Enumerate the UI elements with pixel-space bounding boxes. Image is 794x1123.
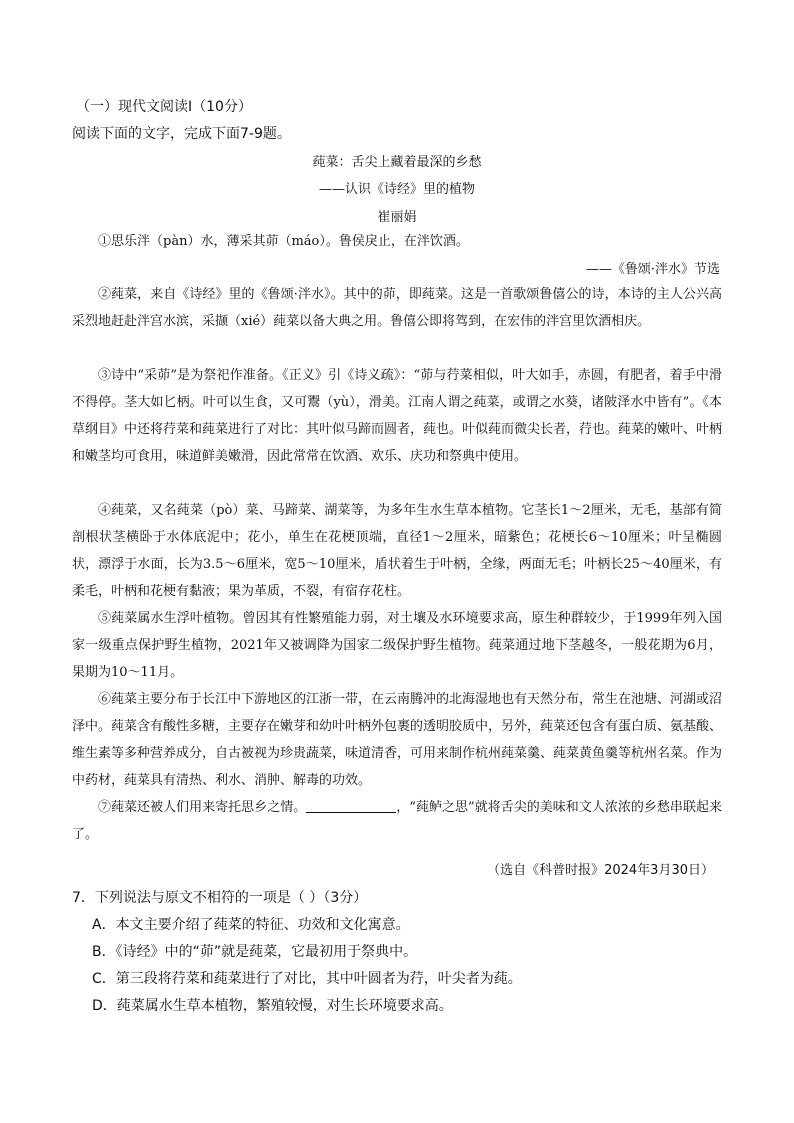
option-d[interactable]: D．莼菜属水生草本植物，繁殖较慢，对生长环境要求高。 xyxy=(92,998,453,1014)
paragraph-2: ②莼菜，来自《诗经》里的《鲁颂·泮水》。其中的茆，即莼菜。这是一首歌颂鲁僖公的诗，本诗的主人公兴高采烈地赶赴泮宫水滨，采撷（xié）莼菜以备大典之用。鲁僖公即将驾到，在宏伟的泮宫里饮酒相庆。 xyxy=(72,287,722,329)
option-a[interactable]: A．本文主要介绍了莼菜的特征、功效和文化寓意。 xyxy=(92,917,410,933)
paragraph-4: ④莼菜，又名莼菜（pò）菜、马蹄菜、湖菜等，为多年生水生草本植物。它茎长1～2厘米，无毛，基部有简剖根状茎横卧于水体底泥中；花小，单生在花梗顶端，直径1～2厘米，暗紫色；花梗长6～10厘米；叶呈椭圆状，漂浮于水面，长为3.5～6厘米，宽5～10厘米，盾状着生于叶柄，全缘，两面无毛；叶柄长25～40厘米，有柔毛，叶柄和花梗有黏液；果为革质，不裂，有宿存花柱。 xyxy=(72,503,722,599)
paragraph-3: ③诗中“采茆”是为祭祀作准备。《正义》引《诗义疏》：“茆与荇菜相似，叶大如手，赤圆，有肥者，着手中滑不得停。茎大如匕柄。叶可以生食，又可鬻（yù），滑美。江南人谓之莼菜，或谓之水葵，诸陂泽水中皆有”。《本草纲目》中还将荇菜和莼菜进行了对比：其叶似马蹄而圆者，莼也。叶似莼而微尖长者，荇也。莼菜的嫩叶、叶柄和嫩茎均可食用，味道鲜美嫩滑，因此常常在饮酒、欢乐、庆功和祭典中使用。 xyxy=(72,368,723,464)
question-7-stem: 7．下列说法与原文不相符的一项是（ ）（3分） xyxy=(72,890,368,906)
article-title: 莼菜：舌尖上藏着最深的乡愁 xyxy=(312,155,482,170)
article-subtitle: ——认识《诗经》里的植物 xyxy=(318,182,475,197)
paragraph-1: ①思乐泮（pàn）水，薄采其茆（máo）。鲁侯戾止，在泮饮酒。 xyxy=(98,234,469,249)
option-b[interactable]: B．《诗经》中的“茆”就是莼菜，它最初用于祭典中。 xyxy=(92,944,418,960)
paragraph-6: ⑥莼菜主要分布于长江中下游地区的江浙一带，在云南腾冲的北海湿地也有天然分布，常生在池塘、河湖或沼泽中。莼菜含有酸性多糖，主要存在嫩芽和幼叶叶柄外包裹的透明胶质中，另外，莼菜还包含有蛋白质、氨基酸、维生素等多种营养成分，自古被视为珍贵蔬菜，味道清香，可用来制作杭州莼菜羹、莼菜黄鱼羹等杭州名菜。作为中药材，莼菜具有清热、利水、消肿、解毒的功效。 xyxy=(72,692,723,788)
citation: （选自《科普时报》2024年3月30日） xyxy=(487,863,714,878)
poem-source: ——《鲁颂·泮水》节选 xyxy=(585,262,720,277)
fill-blank[interactable] xyxy=(306,798,396,813)
article-author: 崔丽娟 xyxy=(377,210,417,225)
option-c[interactable]: C．第三段将荇菜和莼菜进行了对比，其中叶圆者为荇，叶尖者为莼。 xyxy=(92,971,522,987)
paragraph-7-tail: ，“莼鲈之思”就将舌尖的美味和文人浓浓的乡愁串联起来了。 xyxy=(72,800,722,842)
paragraph-5: ⑤莼菜属水生浮叶植物。曾因其有性繁殖能力弱，对土壤及水环境要求高，原生种群较少，于1999年列入国家一级重点保护野生植物，2021年又被调降为国家二级保护野生植物。莼菜通过地下茎越冬，一般花期为6月，果期为10～11月。 xyxy=(72,611,722,680)
instruction: 阅读下面的文字，完成下面7-9题。 xyxy=(72,126,291,142)
paragraph-7 xyxy=(72,794,722,848)
section-heading: （一）现代文阅读Ⅰ（10分） xyxy=(76,99,252,115)
paragraph-7-lead: ⑦莼菜还被人们用来寄托思乡之情。 xyxy=(98,800,307,815)
